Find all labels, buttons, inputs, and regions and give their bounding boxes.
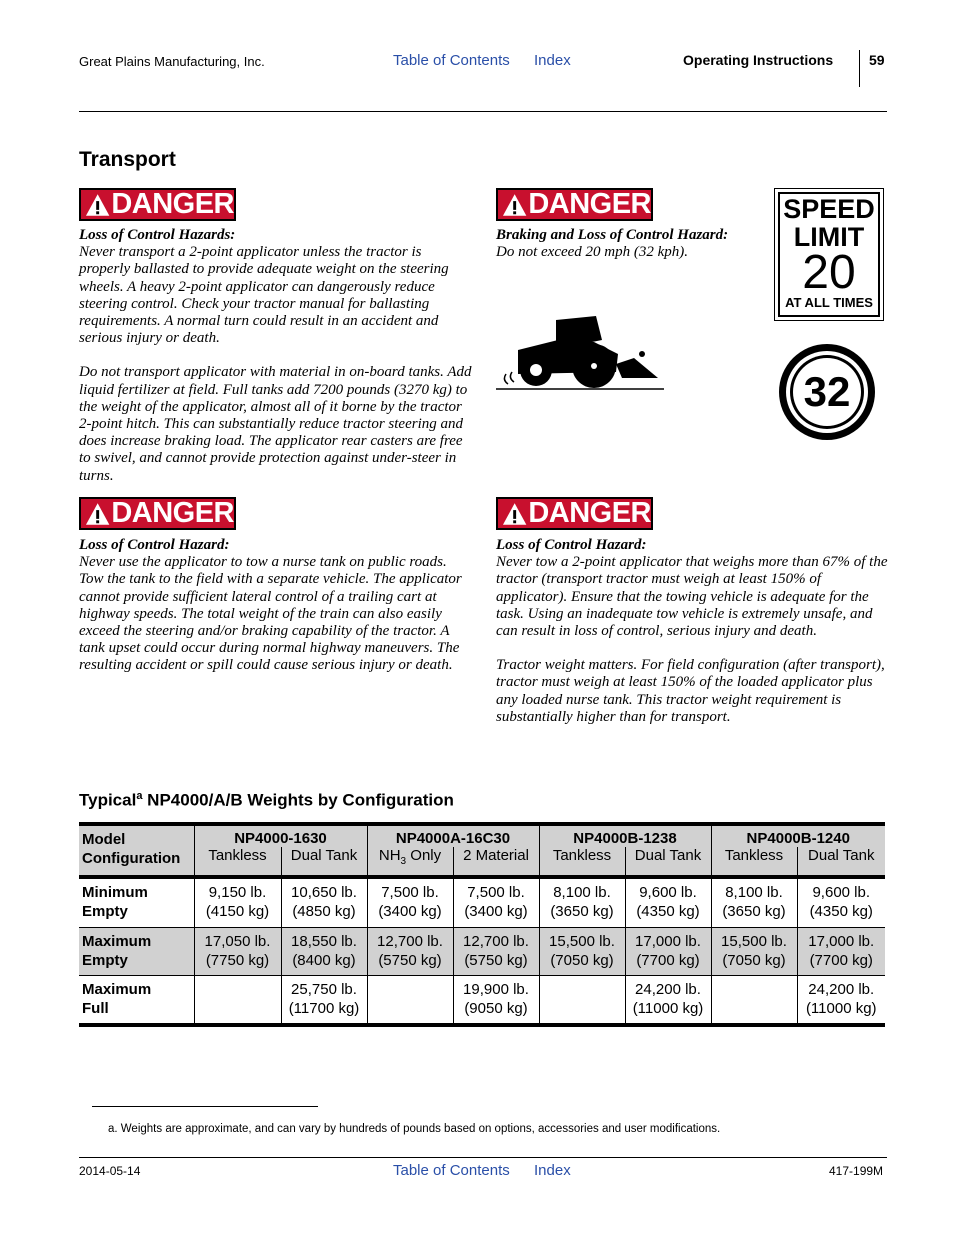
cell-line: 9,600 lb. bbox=[639, 884, 697, 901]
section-title: Operating Instructions bbox=[683, 52, 834, 68]
table-body bbox=[79, 879, 885, 1023]
model-header: NP4000B-1240 bbox=[711, 826, 885, 847]
footer-index-link[interactable]: Index bbox=[534, 1162, 571, 1179]
cell-line: (7700 kg) bbox=[636, 951, 700, 969]
cell-line: 9,600 lb. bbox=[812, 884, 871, 901]
table-cell bbox=[367, 975, 453, 1023]
header-toc-link[interactable]: Table of Contents bbox=[393, 52, 510, 69]
table-cell bbox=[281, 879, 367, 927]
cell-line: (5750 kg) bbox=[464, 951, 528, 969]
speed-sign-line1: SPEED bbox=[783, 194, 875, 224]
row-header-line: Empty bbox=[82, 903, 128, 920]
table-subheader-row bbox=[79, 847, 885, 875]
subheader: Dual Tank bbox=[797, 847, 885, 875]
cell-line: 12,700 lb. bbox=[377, 932, 443, 950]
table-title bbox=[79, 790, 454, 811]
hazard-title: Loss of Control Hazard: bbox=[496, 537, 647, 553]
hazard-paragraph: Never tow a 2-point applicator that weighs more than 67% of the tractor (transport tractor must weigh at least 150% of applicator). Ensure that the towing vehicle is adequate for the task. Using an inadequate tow vehicle is extremely unsafe, and can result in loss of control, serious injury and death. bbox=[496, 554, 888, 640]
table-cell bbox=[281, 927, 367, 975]
header-index-link[interactable]: Index bbox=[534, 52, 571, 69]
speed-limit-sign bbox=[774, 188, 884, 321]
subheader: 2 Material bbox=[453, 847, 539, 875]
model-header: NP4000A-16C30 bbox=[367, 826, 539, 847]
cell-line: (3650 kg) bbox=[722, 903, 786, 920]
table-title-post: NP4000/A/B Weights by Configuration bbox=[142, 790, 454, 810]
cell-line: (4150 kg) bbox=[205, 903, 270, 920]
danger-text: DANGER bbox=[528, 497, 651, 529]
weights-table bbox=[79, 822, 885, 1027]
cell-line: 24,200 lb. bbox=[808, 980, 875, 998]
subheader: Tankless bbox=[539, 847, 625, 875]
table-cell bbox=[625, 927, 711, 975]
cell-line: (4350 kg) bbox=[636, 903, 700, 920]
cell-line: 19,900 lb. bbox=[463, 980, 529, 998]
cell-line: (7050 kg) bbox=[722, 951, 786, 969]
corner-header bbox=[79, 826, 194, 875]
footnote: a. Weights are approximate, and can vary by hundreds of pounds based on options, accessories and user modifications. bbox=[108, 1123, 721, 1135]
cell-line: 7,500 lb. bbox=[467, 884, 525, 901]
table-cell bbox=[625, 879, 711, 927]
table-cell bbox=[281, 975, 367, 1023]
row-header-line: Maximum bbox=[82, 932, 152, 950]
hazard-text-1 bbox=[79, 227, 474, 485]
table-cell bbox=[367, 879, 453, 927]
subheader: Tankless bbox=[194, 847, 281, 875]
cell-line: 24,200 lb. bbox=[635, 980, 701, 998]
danger-text: DANGER bbox=[528, 188, 651, 220]
cell-line: 9,150 lb. bbox=[208, 884, 267, 901]
company-name: Great Plains Manufacturing, Inc. bbox=[79, 54, 265, 69]
table-cell bbox=[194, 975, 281, 1023]
table-cell bbox=[625, 975, 711, 1023]
warning-triangle-icon bbox=[85, 502, 110, 526]
table-row bbox=[79, 927, 885, 975]
danger-text: DANGER bbox=[111, 188, 234, 220]
cell-line: (11000 kg) bbox=[632, 999, 704, 1017]
row-header-line: Maximum bbox=[82, 980, 152, 998]
table-cell bbox=[797, 879, 885, 927]
table-cell bbox=[194, 879, 281, 927]
cell-line: 17,000 lb. bbox=[635, 932, 701, 950]
kph-sign-value: 32 bbox=[793, 358, 861, 426]
cell-line: (7750 kg) bbox=[205, 951, 270, 969]
footer-doc-number: 417-199M bbox=[829, 1164, 884, 1178]
warning-triangle-icon bbox=[85, 193, 110, 217]
cell-line: 15,500 lb. bbox=[721, 932, 787, 950]
hazard-paragraph: Never use the applicator to tow a nurse tank on public roads. Tow the tank to the field with a separate vehicle. The applicator cannot provide sufficient lateral control of a trailing cart at highway speeds. The total weight of the train can also easily exceed the steering and/or braking capability of the tractor. A tank upset could occur during normal highway maneuvers. The resulting accident or spill could cause serious injury or death. bbox=[79, 554, 462, 674]
cell-line: 10,650 lb. bbox=[291, 884, 357, 901]
speed-sign-line2: LIMIT bbox=[793, 222, 865, 252]
cell-line: (11000 kg) bbox=[805, 999, 877, 1017]
table-header-row bbox=[79, 826, 885, 847]
cell-line: 7,500 lb. bbox=[381, 884, 439, 901]
cell-line: 15,500 lb. bbox=[549, 932, 615, 950]
hazard-text-3 bbox=[79, 537, 474, 675]
danger-label bbox=[79, 497, 236, 530]
subheader-subscript: 3 bbox=[400, 856, 407, 867]
subheader: Dual Tank bbox=[281, 847, 367, 875]
hazard-title: Loss of Control Hazards: bbox=[79, 227, 236, 243]
cell-line: 8,100 lb. bbox=[553, 884, 611, 901]
tractor-braking-icon bbox=[496, 312, 666, 392]
warning-triangle-icon bbox=[502, 502, 527, 526]
kph-limit-sign bbox=[779, 344, 875, 440]
table-cell bbox=[453, 879, 539, 927]
table-cell bbox=[453, 927, 539, 975]
danger-label bbox=[79, 188, 236, 221]
table-cell bbox=[711, 927, 797, 975]
row-header-line: Minimum bbox=[82, 884, 148, 901]
row-header-line: Empty bbox=[82, 951, 128, 969]
table-cell bbox=[539, 927, 625, 975]
table-cell bbox=[539, 975, 625, 1023]
table-cell bbox=[797, 975, 885, 1023]
cell-line: (3400 kg) bbox=[464, 903, 528, 920]
subheader: Dual Tank bbox=[625, 847, 711, 875]
cell-line: 25,750 lb. bbox=[291, 980, 357, 998]
table-row bbox=[79, 975, 885, 1023]
cell-line: 12,700 lb. bbox=[463, 932, 529, 950]
cell-line: 8,100 lb. bbox=[725, 884, 783, 901]
cell-line: (11700 kg) bbox=[288, 999, 360, 1017]
cell-line: (5750 kg) bbox=[378, 951, 442, 969]
subheader-part: NH bbox=[378, 847, 401, 864]
danger-text: DANGER bbox=[111, 497, 234, 529]
table-cell bbox=[711, 975, 797, 1023]
hazard-paragraph: Never transport a 2-point applicator unless the tractor is properly ballasted to provide adequate weight on the steering wheels. A heavy 2-point applicator can dangerously reduce steering control. Check your tractor manual for ballasting requirements. A normal turn could result in an accident and serious injury or death. bbox=[79, 244, 449, 347]
corner-line: Model bbox=[82, 831, 126, 848]
cell-line: (7700 kg) bbox=[809, 951, 873, 969]
row-header bbox=[79, 975, 194, 1023]
corner-line: Configuration bbox=[82, 850, 181, 867]
model-header: NP4000-1630 bbox=[194, 826, 367, 847]
table-row bbox=[79, 879, 885, 927]
table-cell bbox=[711, 879, 797, 927]
page-title: Transport bbox=[79, 148, 176, 171]
hazard-title: Braking and Loss of Control Hazard: bbox=[496, 227, 729, 243]
danger-label bbox=[496, 497, 653, 530]
model-header: NP4000B-1238 bbox=[539, 826, 711, 847]
footer-date: 2014-05-14 bbox=[79, 1164, 141, 1178]
header-divider bbox=[859, 50, 860, 87]
row-header-line: Full bbox=[82, 999, 109, 1017]
hazard-text-4 bbox=[496, 537, 888, 726]
table-cell bbox=[539, 879, 625, 927]
cell-line: 18,550 lb. bbox=[291, 932, 357, 950]
hazard-title: Loss of Control Hazard: bbox=[79, 537, 230, 553]
footer-rule bbox=[79, 1157, 887, 1158]
subheader-part: Only bbox=[406, 847, 442, 864]
table-title-pre: Typical bbox=[79, 790, 137, 810]
speed-sign-line3: AT ALL TIMES bbox=[785, 295, 873, 310]
footnote-ref: a bbox=[136, 790, 143, 802]
cell-line: (4350 kg) bbox=[809, 903, 873, 920]
cell-line: (9050 kg) bbox=[464, 999, 528, 1017]
page-number: 59 bbox=[869, 52, 885, 68]
table-cell bbox=[367, 927, 453, 975]
table-cell bbox=[453, 975, 539, 1023]
row-header bbox=[79, 879, 194, 927]
hazard-paragraph: Do not transport applicator with material in on-board tanks. Add liquid fertilizer at field. Full tanks add 7200 pounds (3270 kg) to the weight of the applicator, almost all of it borne by the tractor 2-point hitch. This can substantially reduce tractor steering and does increase braking load. The applicator rear casters are free to swivel, and cannot provide protection against under-steer in turns. bbox=[79, 364, 472, 484]
speed-sign-value: 20 bbox=[802, 246, 856, 299]
table-cell bbox=[797, 927, 885, 975]
header-rule bbox=[79, 111, 887, 112]
row-header bbox=[79, 927, 194, 975]
cell-line: (7050 kg) bbox=[550, 951, 614, 969]
hazard-text-2 bbox=[496, 227, 766, 261]
footnote-rule bbox=[92, 1106, 318, 1107]
warning-triangle-icon bbox=[502, 193, 527, 217]
danger-label bbox=[496, 188, 653, 221]
cell-line: 17,050 lb. bbox=[204, 932, 271, 950]
subheader: Tankless bbox=[711, 847, 797, 875]
hazard-paragraph: Tractor weight matters. For field configuration (after transport), tractor must weigh at least 150% of the loaded applicator plus any loaded nurse tank. This tractor weight requirement is substantially higher than for transport. bbox=[496, 657, 885, 725]
subheader bbox=[367, 847, 453, 875]
hazard-paragraph: Do not exceed 20 mph (32 kph). bbox=[496, 244, 689, 261]
cell-line: (3650 kg) bbox=[550, 903, 614, 920]
cell-line: (3400 kg) bbox=[378, 903, 442, 920]
footer-toc-link[interactable]: Table of Contents bbox=[393, 1162, 510, 1179]
cell-line: (4850 kg) bbox=[292, 903, 356, 920]
table-cell bbox=[194, 927, 281, 975]
cell-line: (8400 kg) bbox=[292, 951, 356, 969]
cell-line: 17,000 lb. bbox=[808, 932, 875, 950]
